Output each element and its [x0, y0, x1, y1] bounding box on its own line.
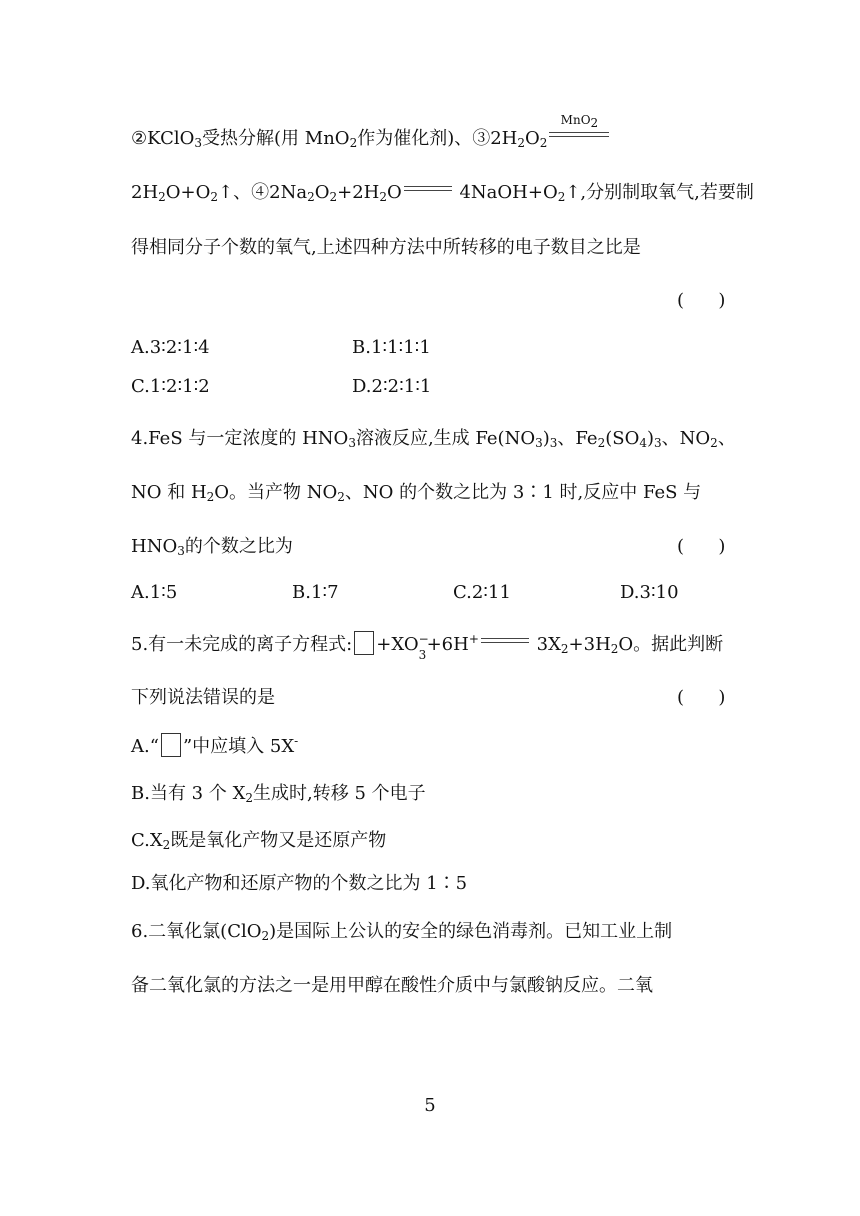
page-number: 5: [424, 1095, 436, 1116]
q3-option-a[interactable]: A.3∶2∶1∶4: [131, 337, 210, 358]
q5-option-a[interactable]: A.“ ”中应填入 5X-: [131, 734, 299, 757]
catalyst-equals-sign: [549, 113, 609, 140]
q4-option-a[interactable]: A.1∶5: [131, 582, 178, 603]
xo3-ion: +XO − 3: [376, 632, 429, 662]
q3-answer-paren: ( ): [677, 290, 726, 311]
q4-answer-paren: ( ): [677, 536, 726, 557]
q3-option-c[interactable]: C.1∶2∶1∶2: [131, 376, 210, 397]
q4-option-b[interactable]: B.1∶7: [292, 582, 339, 603]
q5-option-d[interactable]: D.氧化产物和还原产物的个数之比为 1∶5: [131, 873, 468, 894]
q5-line-2: 下列说法错误的是: [131, 687, 275, 708]
q4-line-2: NO 和 $H_2O$。当产物 $NO_2$、NO 的个数之比为 3∶1 时,反应中 FeS 与: [131, 482, 702, 504]
q5-option-b[interactable]: B.当有 3 个 $X_2$生成时,转移 5 个电子: [131, 783, 426, 805]
q3-line-3: 得相同分子个数的氧气,上述四种方法中所转移的电子数目之比是: [131, 237, 641, 258]
q5-answer-paren: ( ): [677, 687, 726, 708]
blank-box: [161, 733, 181, 757]
q3-line-1: ②KClO$_3$受热分解(用 MnO$_2$作为催化剂)、$③2H_2O_2$ MnO$_2$: [131, 127, 611, 151]
equals-sign: [404, 184, 452, 194]
catalyst-label: MnO$_2$: [560, 113, 599, 130]
q4-line-3: $HNO_3$的个数之比为: [131, 536, 293, 558]
q6-line-1: 6.二氧化氯(ClO$_2$)是国际上公认的安全的绿色消毒剂。已知工业上制: [131, 921, 673, 943]
q3-option-d[interactable]: D.2∶2∶1∶1: [352, 376, 432, 397]
equals-sign: [481, 636, 529, 646]
q4-option-c[interactable]: C.2∶11: [453, 582, 511, 603]
q3-line-2: $2H_2O+O_2↑$、$④2Na_2O_2+2H_2O$ $4NaOH+O_2↑$,分别制取氧气,若要制: [131, 182, 754, 204]
blank-box: [354, 631, 374, 655]
q5-option-c[interactable]: $C.X_2$既是氧化产物又是还原产物: [131, 830, 387, 852]
q4-option-d[interactable]: D.3∶10: [620, 582, 679, 603]
q4-line-1: 4.FeS 与一定浓度的 $HNO_3$溶液反应,生成 $Fe(NO_3)_3$、$Fe_2(SO_4)_3$、$NO_2$、: [131, 428, 736, 450]
q5-line-1: 5.有一未完成的离子方程式: +XO − 3 +6H+ $3X_2+3H_2O$。据此判断: [131, 632, 724, 662]
q3-option-b[interactable]: B.1∶1∶1∶1: [352, 337, 431, 358]
q6-line-2: 备二氧化氯的方法之一是用甲醇在酸性介质中与氯酸钠反应。二氧: [131, 975, 653, 996]
